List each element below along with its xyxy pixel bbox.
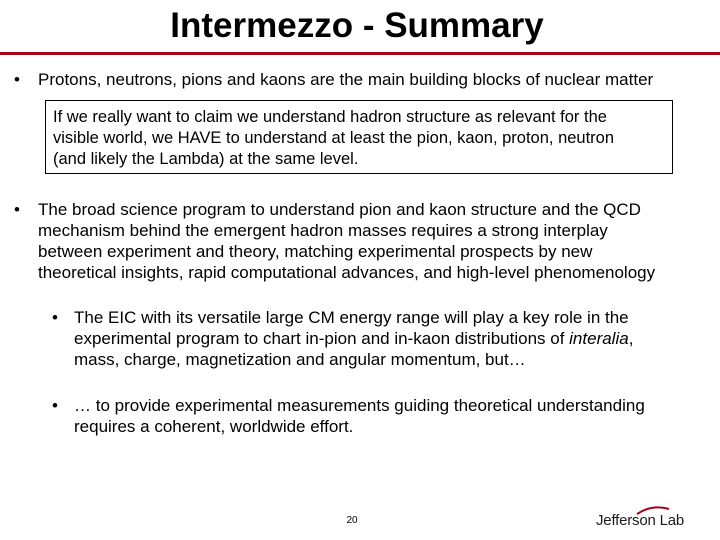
bullet-text bbox=[74, 307, 712, 370]
callout-line: visible world, we HAVE to understand at least the pion, kaon, proton, neutron bbox=[53, 129, 615, 147]
bullet-science-program bbox=[14, 199, 714, 283]
bullet-marker: • bbox=[52, 308, 58, 327]
callout-box bbox=[45, 100, 673, 174]
bullet-text bbox=[38, 199, 714, 283]
bullet-line: between experiment and theory, matching experimental prospects by new bbox=[38, 242, 593, 261]
slide-title: Intermezzo - Summary bbox=[170, 6, 544, 45]
bullet-marker: • bbox=[14, 70, 20, 89]
subbullet-worldwide-effort bbox=[52, 395, 712, 437]
bullet-marker: • bbox=[52, 396, 58, 415]
bullet-line: requires a coherent, worldwide effort. bbox=[74, 417, 354, 436]
callout-line: If we really want to claim we understand hadron structure as relevant for the bbox=[53, 108, 607, 126]
bullet-text bbox=[74, 395, 712, 437]
bullet-line: theoretical insights, rapid computational advances, and high-level phenomenology bbox=[38, 263, 656, 282]
logo-swoosh-icon bbox=[636, 506, 670, 516]
bullet-line bbox=[74, 328, 712, 349]
callout-line: (and likely the Lambda) at the same level. bbox=[53, 150, 359, 168]
bullet-line: The broad science program to understand pion and kaon structure and the QCD bbox=[38, 200, 641, 219]
jefferson-lab-logo bbox=[596, 512, 684, 529]
title-divider bbox=[0, 52, 720, 55]
bullet-line: mass, charge, magnetization and angular momentum, but… bbox=[74, 350, 526, 369]
subbullet-eic bbox=[52, 307, 712, 370]
bullet-line: The EIC with its versatile large CM energy range will play a key role in the bbox=[74, 308, 629, 327]
italic-term: interalia bbox=[569, 329, 629, 348]
bullet-line: … to provide experimental measurements guiding theoretical understanding bbox=[74, 396, 645, 415]
page-number: 20 bbox=[346, 515, 358, 526]
line-text: experimental program to chart in-pion and in-kaon distributions of bbox=[74, 329, 570, 348]
bullet-text: Protons, neutrons, pions and kaons are the main building blocks of nuclear matter bbox=[38, 70, 654, 89]
bullet-marker: • bbox=[14, 200, 20, 219]
logo-text: Jefferson Lab bbox=[596, 512, 685, 529]
bullet-line: mechanism behind the emergent hadron masses requires a strong interplay bbox=[38, 221, 608, 240]
bullet-building-blocks bbox=[14, 69, 714, 90]
line-punct: , bbox=[628, 329, 634, 348]
